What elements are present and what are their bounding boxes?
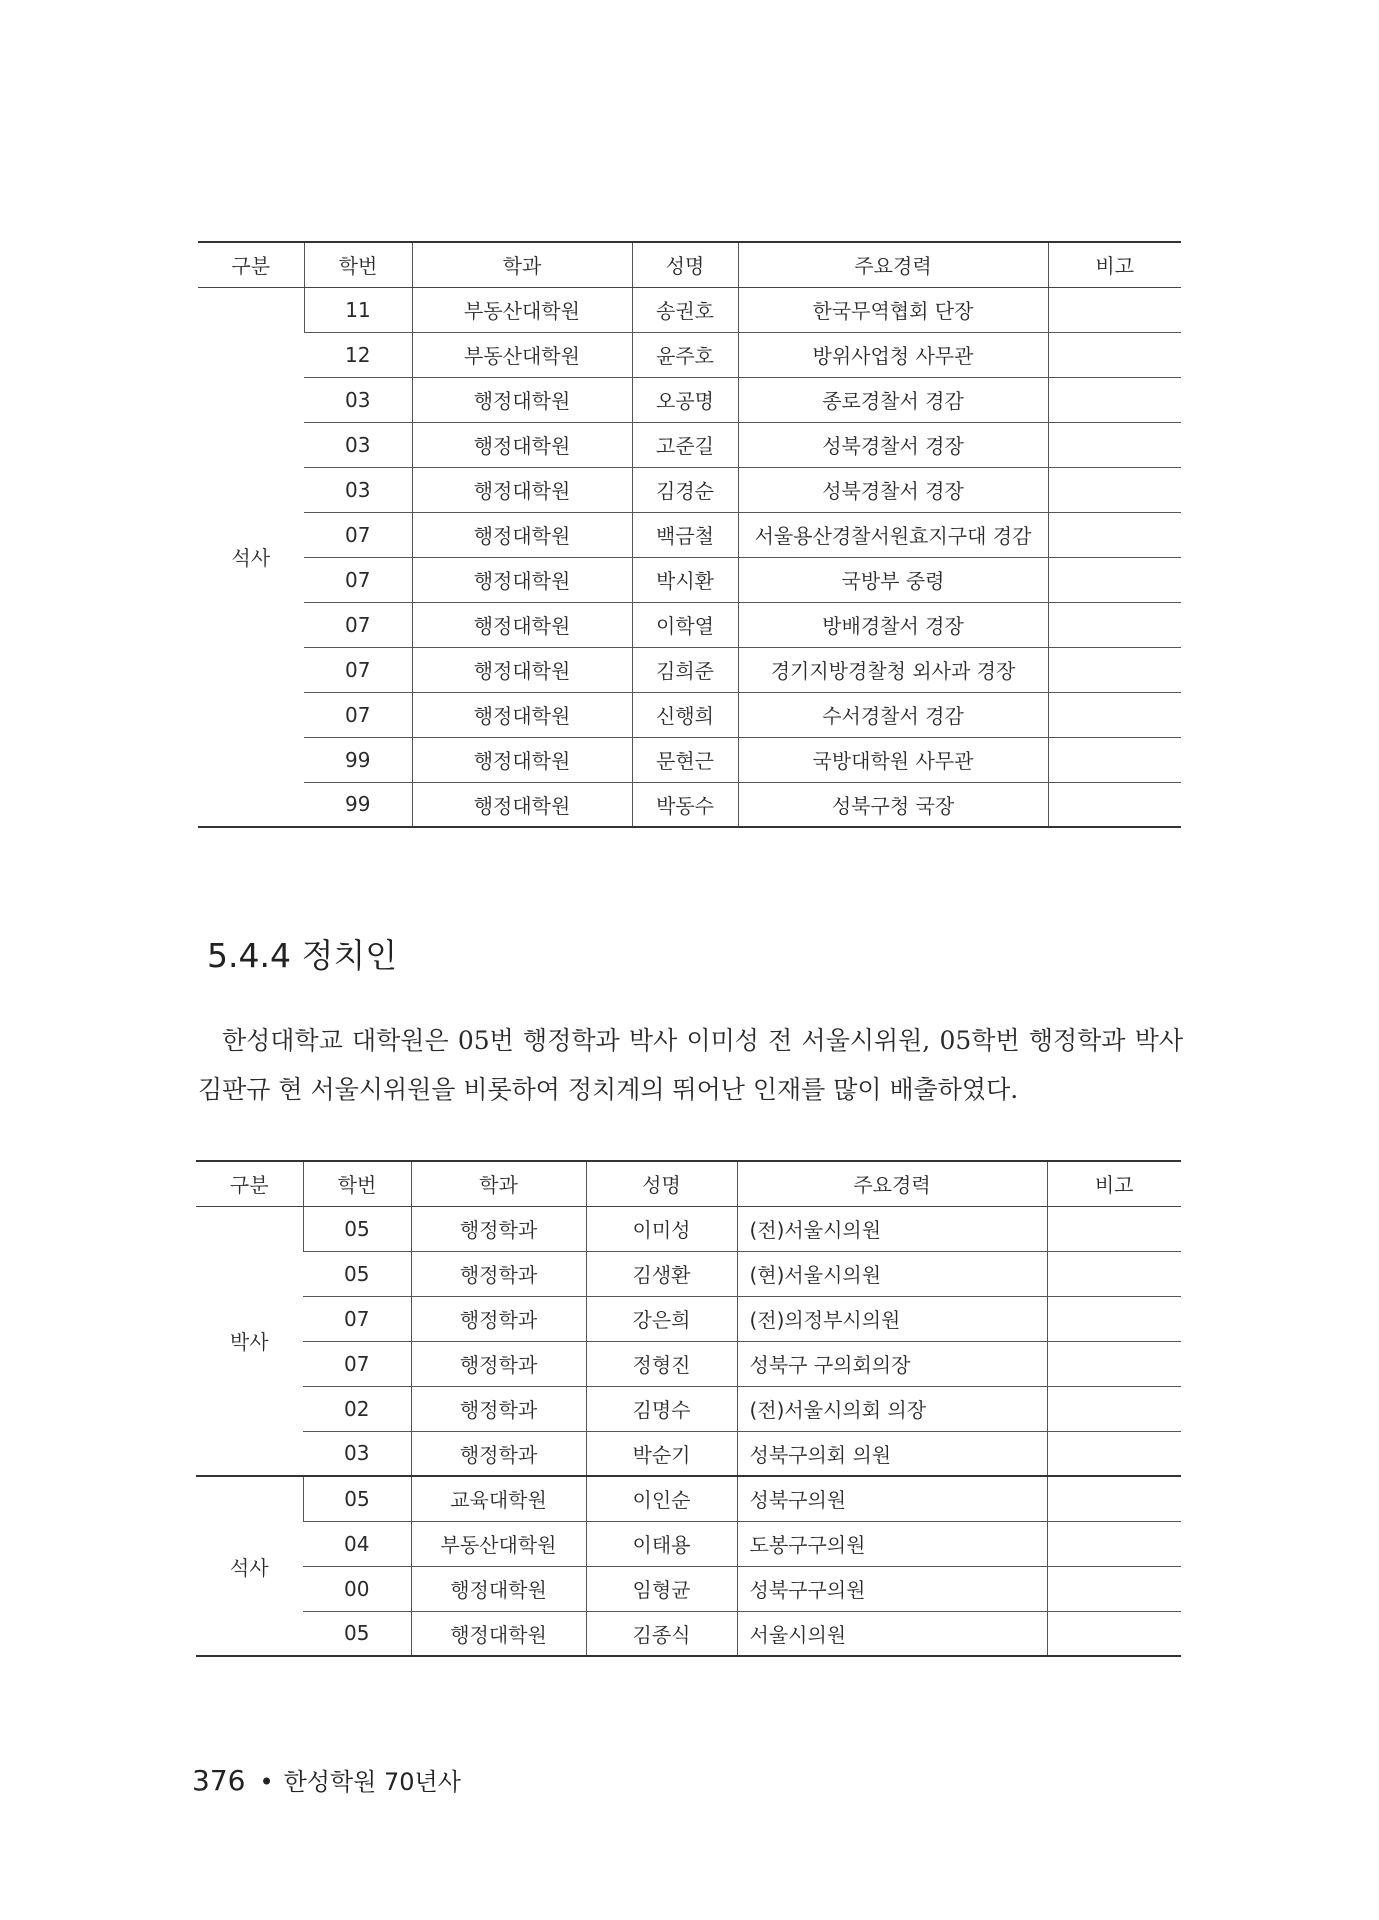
header-department: 학과 xyxy=(412,242,632,287)
name-cell: 김생환 xyxy=(586,1251,737,1296)
career-cell: 서울시의원 xyxy=(737,1611,1047,1656)
department-cell: 행정대학원 xyxy=(411,1611,586,1656)
name-cell: 백금철 xyxy=(632,512,738,557)
remarks-cell xyxy=(1048,782,1181,827)
student-id-cell: 03 xyxy=(304,377,412,422)
remarks-cell xyxy=(1048,422,1181,467)
table-row xyxy=(196,1251,1181,1296)
student-id-cell: 07 xyxy=(304,557,412,602)
department-cell: 행정대학원 xyxy=(412,782,632,827)
header-name: 성명 xyxy=(632,242,738,287)
name-cell: 박순기 xyxy=(586,1431,737,1476)
name-cell: 이태용 xyxy=(586,1521,737,1566)
department-cell: 행정대학원 xyxy=(412,422,632,467)
page-footer xyxy=(192,1762,461,1797)
career-cell: 방위사업청 사무관 xyxy=(738,332,1048,377)
name-cell: 고준길 xyxy=(632,422,738,467)
table-row xyxy=(196,1521,1181,1566)
header-career: 주요경력 xyxy=(738,242,1048,287)
table-row xyxy=(196,1476,1181,1521)
name-cell: 김희준 xyxy=(632,647,738,692)
remarks-cell xyxy=(1047,1611,1181,1656)
table-row xyxy=(198,422,1181,467)
career-cell: 성북구 구의회의장 xyxy=(737,1341,1047,1386)
student-id-cell: 12 xyxy=(304,332,412,377)
department-cell: 행정학과 xyxy=(411,1251,586,1296)
career-cell: 도봉구구의원 xyxy=(737,1521,1047,1566)
bullet-separator: • xyxy=(259,1768,274,1796)
table-row xyxy=(198,512,1181,557)
remarks-cell xyxy=(1048,737,1181,782)
career-cell: 국방대학원 사무관 xyxy=(738,737,1048,782)
table-header-row xyxy=(196,1161,1181,1206)
table-row xyxy=(196,1296,1181,1341)
remarks-cell xyxy=(1048,557,1181,602)
student-id-cell: 99 xyxy=(304,782,412,827)
career-cell: 방배경찰서 경장 xyxy=(738,602,1048,647)
student-id-cell: 05 xyxy=(303,1206,411,1251)
header-student-id: 학번 xyxy=(303,1161,411,1206)
name-cell: 강은희 xyxy=(586,1296,737,1341)
name-cell: 이미성 xyxy=(586,1206,737,1251)
department-cell: 행정대학원 xyxy=(412,557,632,602)
section-paragraph: 한성대학교 대학원은 05번 행정학과 박사 이미성 전 서울시위원, 05학번 행정학과 박사 김판규 현 서울시위원을 비롯하여 정치계의 뛰어난 인재를 많이 배출하였다. xyxy=(198,1026,1183,1104)
table-row xyxy=(198,737,1181,782)
table-row xyxy=(198,782,1181,827)
student-id-cell: 03 xyxy=(304,422,412,467)
student-id-cell: 07 xyxy=(303,1296,411,1341)
table-row xyxy=(198,467,1181,512)
degree-group-cell: 박사 xyxy=(196,1206,303,1476)
name-cell: 박시환 xyxy=(632,557,738,602)
department-cell: 부동산대학원 xyxy=(411,1521,586,1566)
department-cell: 교육대학원 xyxy=(411,1476,586,1521)
header-category: 구분 xyxy=(198,242,304,287)
header-career: 주요경력 xyxy=(737,1161,1047,1206)
department-cell: 행정대학원 xyxy=(412,512,632,557)
table-row xyxy=(198,602,1181,647)
book-title: 한성학원 70년사 xyxy=(283,1768,461,1796)
career-cell: 경기지방경찰청 외사과 경장 xyxy=(738,647,1048,692)
remarks-cell xyxy=(1048,647,1181,692)
career-cell: 성북구의원 xyxy=(737,1476,1047,1521)
table-row xyxy=(198,377,1181,422)
department-cell: 행정대학원 xyxy=(412,692,632,737)
table-row xyxy=(196,1566,1181,1611)
career-cell: (전)서울시의회 의장 xyxy=(737,1386,1047,1431)
career-table-politicians xyxy=(196,1160,1181,1657)
name-cell: 김경순 xyxy=(632,467,738,512)
remarks-cell xyxy=(1047,1296,1181,1341)
remarks-cell xyxy=(1048,332,1181,377)
remarks-cell xyxy=(1047,1386,1181,1431)
career-cell: (전)서울시의원 xyxy=(737,1206,1047,1251)
name-cell: 박동수 xyxy=(632,782,738,827)
remarks-cell xyxy=(1048,467,1181,512)
name-cell: 오공명 xyxy=(632,377,738,422)
table-row xyxy=(196,1431,1181,1476)
name-cell: 송권호 xyxy=(632,287,738,332)
name-cell: 김명수 xyxy=(586,1386,737,1431)
table-row xyxy=(196,1611,1181,1656)
department-cell: 행정학과 xyxy=(411,1431,586,1476)
department-cell: 행정대학원 xyxy=(412,467,632,512)
student-id-cell: 07 xyxy=(303,1341,411,1386)
career-cell: 성북구구의원 xyxy=(737,1566,1047,1611)
career-cell: 국방부 중령 xyxy=(738,557,1048,602)
header-remarks: 비고 xyxy=(1047,1161,1181,1206)
header-student-id: 학번 xyxy=(304,242,412,287)
remarks-cell xyxy=(1047,1476,1181,1521)
remarks-cell xyxy=(1048,287,1181,332)
career-cell: 수서경찰서 경감 xyxy=(738,692,1048,737)
department-cell: 행정학과 xyxy=(411,1341,586,1386)
student-id-cell: 07 xyxy=(304,602,412,647)
header-category: 구분 xyxy=(196,1161,303,1206)
department-cell: 행정대학원 xyxy=(412,737,632,782)
table-row xyxy=(198,332,1181,377)
name-cell: 정형진 xyxy=(586,1341,737,1386)
section-heading: 5.4.4 정치인 xyxy=(207,936,398,975)
table-row xyxy=(198,557,1181,602)
student-id-cell: 00 xyxy=(303,1566,411,1611)
name-cell: 윤주호 xyxy=(632,332,738,377)
student-id-cell: 03 xyxy=(303,1431,411,1476)
department-cell: 행정대학원 xyxy=(411,1566,586,1611)
career-cell: (현)서울시의원 xyxy=(737,1251,1047,1296)
career-cell: 한국무역협회 단장 xyxy=(738,287,1048,332)
table-row xyxy=(198,647,1181,692)
student-id-cell: 07 xyxy=(304,512,412,557)
student-id-cell: 02 xyxy=(303,1386,411,1431)
department-cell: 행정학과 xyxy=(411,1386,586,1431)
student-id-cell: 07 xyxy=(304,647,412,692)
student-id-cell: 05 xyxy=(303,1476,411,1521)
department-cell: 부동산대학원 xyxy=(412,287,632,332)
student-id-cell: 11 xyxy=(304,287,412,332)
name-cell: 문현근 xyxy=(632,737,738,782)
table-row xyxy=(198,287,1181,332)
career-cell: 성북구의회 의원 xyxy=(737,1431,1047,1476)
remarks-cell xyxy=(1048,512,1181,557)
degree-group-cell: 석사 xyxy=(198,287,304,827)
student-id-cell: 05 xyxy=(303,1251,411,1296)
department-cell: 행정대학원 xyxy=(412,602,632,647)
header-name: 성명 xyxy=(586,1161,737,1206)
header-department: 학과 xyxy=(411,1161,586,1206)
career-cell: 성북경찰서 경장 xyxy=(738,467,1048,512)
student-id-cell: 05 xyxy=(303,1611,411,1656)
remarks-cell xyxy=(1047,1431,1181,1476)
department-cell: 부동산대학원 xyxy=(412,332,632,377)
student-id-cell: 07 xyxy=(304,692,412,737)
degree-group-cell: 석사 xyxy=(196,1476,303,1656)
department-cell: 행정대학원 xyxy=(412,647,632,692)
table-header-row xyxy=(198,242,1181,287)
career-cell: 서울용산경찰서원효지구대 경감 xyxy=(738,512,1048,557)
name-cell: 이학열 xyxy=(632,602,738,647)
remarks-cell xyxy=(1048,602,1181,647)
table-row xyxy=(198,692,1181,737)
table-row xyxy=(196,1206,1181,1251)
student-id-cell: 03 xyxy=(304,467,412,512)
career-cell: (전)의정부시의원 xyxy=(737,1296,1047,1341)
career-table-masters xyxy=(198,241,1181,828)
page-number: 376 xyxy=(192,1764,246,1797)
remarks-cell xyxy=(1047,1341,1181,1386)
department-cell: 행정학과 xyxy=(411,1206,586,1251)
header-remarks: 비고 xyxy=(1048,242,1181,287)
name-cell: 임형균 xyxy=(586,1566,737,1611)
career-cell: 성북경찰서 경장 xyxy=(738,422,1048,467)
remarks-cell xyxy=(1048,692,1181,737)
remarks-cell xyxy=(1047,1566,1181,1611)
remarks-cell xyxy=(1048,377,1181,422)
career-cell: 종로경찰서 경감 xyxy=(738,377,1048,422)
career-cell: 성북구청 국장 xyxy=(738,782,1048,827)
name-cell: 신행희 xyxy=(632,692,738,737)
department-cell: 행정대학원 xyxy=(412,377,632,422)
remarks-cell xyxy=(1047,1521,1181,1566)
department-cell: 행정학과 xyxy=(411,1296,586,1341)
remarks-cell xyxy=(1047,1251,1181,1296)
student-id-cell: 99 xyxy=(304,737,412,782)
table-row xyxy=(196,1341,1181,1386)
name-cell: 김종식 xyxy=(586,1611,737,1656)
name-cell: 이인순 xyxy=(586,1476,737,1521)
remarks-cell xyxy=(1047,1206,1181,1251)
table-row xyxy=(196,1386,1181,1431)
student-id-cell: 04 xyxy=(303,1521,411,1566)
